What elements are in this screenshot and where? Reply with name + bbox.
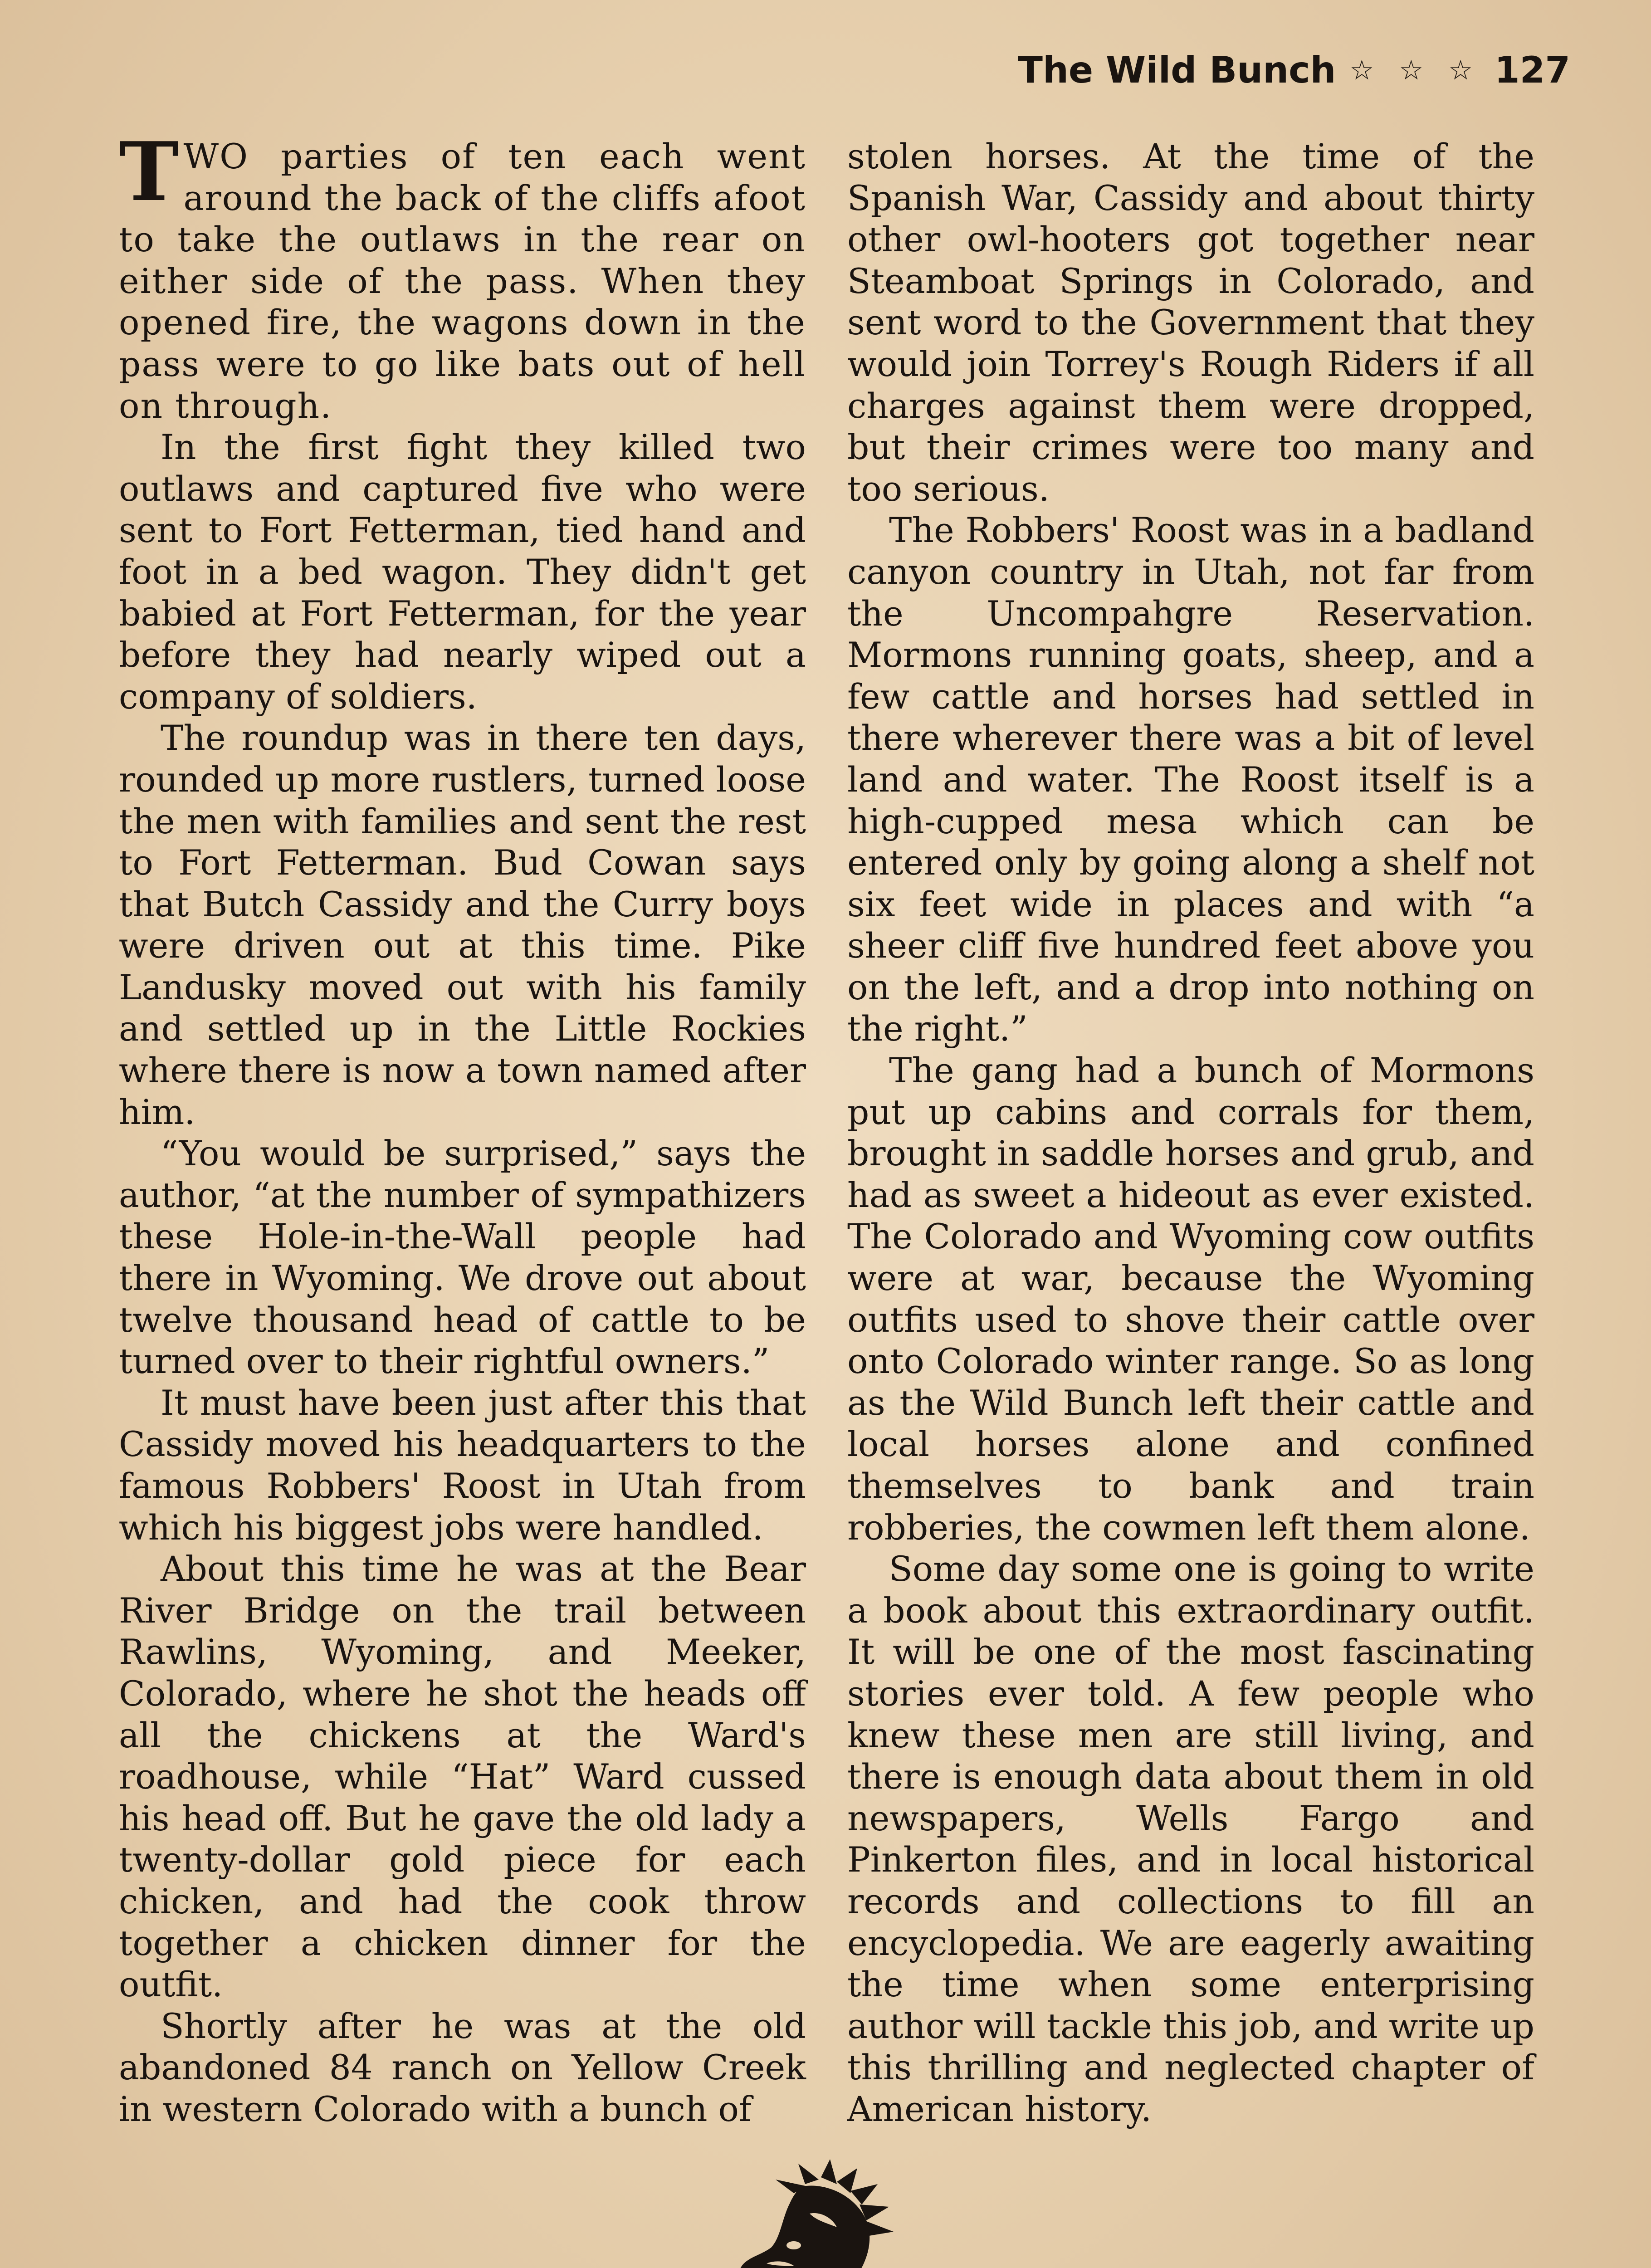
paragraph: The gang had a bunch of Mormons put up cabins and corrals for them, brought in saddle horses and grub, and had as sweet a hideout as ever existed. The Colorado and Wyoming cow outfits were at war, because the Wyoming outfits used to shove their cattle over onto Colorado winter range. So as long as the Wild Bunch left their cattle and local horses alone and confined themselves to bank and train robberies, the cowmen left them alone.: [847, 1051, 1534, 1548]
paragraph: About this time he was at the Bear River Bridge on the trail between Rawlins, Wyoming, and Meeker, Colorado, where he shot the heads off all the chickens at the Ward's roadhouse, while “Hat” Ward cussed his head off. But he gave the old lady a twenty-dollar gold piece for each chicken, and had the cook throw together a chicken dinner for the outfit.: [119, 1549, 806, 2005]
paragraph: Some day some one is going to write a book about this extraordinary outfit. It will be one of the most fascinating stories ever told. A few people who knew these men are still living, and there is enough data about them in old newspapers, Wells Fargo and Pinkerton files, and in local historical records and collections to fill an encyclopedia. We are eagerly awaiting the time when some enterprising author will tackle this job, and write up this thrilling and neglected chapter of American history.: [847, 1549, 1534, 2129]
right-column: [847, 136, 1534, 2131]
drop-cap: T: [119, 124, 180, 219]
paragraph: The roundup was in there ten days, rounded up more rustlers, turned loose the men with families and sent the rest to Fort Fetterman. Bud Cowan says that Butch Cassidy and the Curry boys were driven out at this time. Pike Landusky moved out with his family and settled up in the Little Rockies where there is now a town named after him.: [119, 718, 806, 1132]
header-title: The Wild Bunch: [1018, 49, 1336, 91]
paragraph: It must have been just after this that Cassidy moved his headquarters to the famous Robbers' Roost in Utah from which his biggest jobs were handled.: [119, 1383, 806, 1548]
header-stars: ☆ ☆ ☆: [1349, 54, 1481, 86]
paragraph: Shortly after he was at the old abandoned 84 ranch on Yellow Creek in western Colorado with a bunch of: [119, 2006, 806, 2129]
paragraph-text: WO parties of ten each went around the back of the cliffs afoot to take the outlaws in the rear on either side of the pass. When they opened fire, the wagons down in the pass were to go like bats out of hell on through.: [119, 137, 806, 426]
running-header: [1018, 49, 1570, 91]
paragraph: “You would be surprised,” says the author, “at the number of sympathizers these Hole-in-the-Wall people had there in Wyoming. We drove out about twelve thousand head of cattle to be turned over to their rightful owners.”: [119, 1134, 806, 1382]
paragraph: [119, 124, 806, 427]
paragraph: The Robbers' Roost was in a badland canyon country in Utah, not far from the Uncompahgre Reservation. Mormons running goats, sheep, and a few cattle and horses had settled in there wherever there was a bit of level land and water. The Roost itself is a high-cupped mesa which can be entered only by going along a shelf not six feet wide in places and with “a sheer cliff five hundred feet above you on the left, and a drop into nothing on the right.”: [847, 510, 1534, 1049]
page-number: 127: [1495, 49, 1570, 91]
horse-head-icon: [708, 2159, 943, 2268]
paragraph: stolen horses. At the time of the Spanish War, Cassidy and about thirty other owl-hooters got together near Steamboat Springs in Colorado, and sent word to the Government that they would join Torrey's Rough Riders if all charges against them were dropped, but their crimes were too many and too serious.: [847, 137, 1534, 509]
left-column: [119, 124, 806, 2131]
paragraph: In the first fight they killed two outlaws and captured five who were sent to Fort Fetterman, tied hand and foot in a bed wagon. They didn't get babied at Fort Fetterman, for the year before they had nearly wiped out a company of soldiers.: [119, 427, 806, 717]
